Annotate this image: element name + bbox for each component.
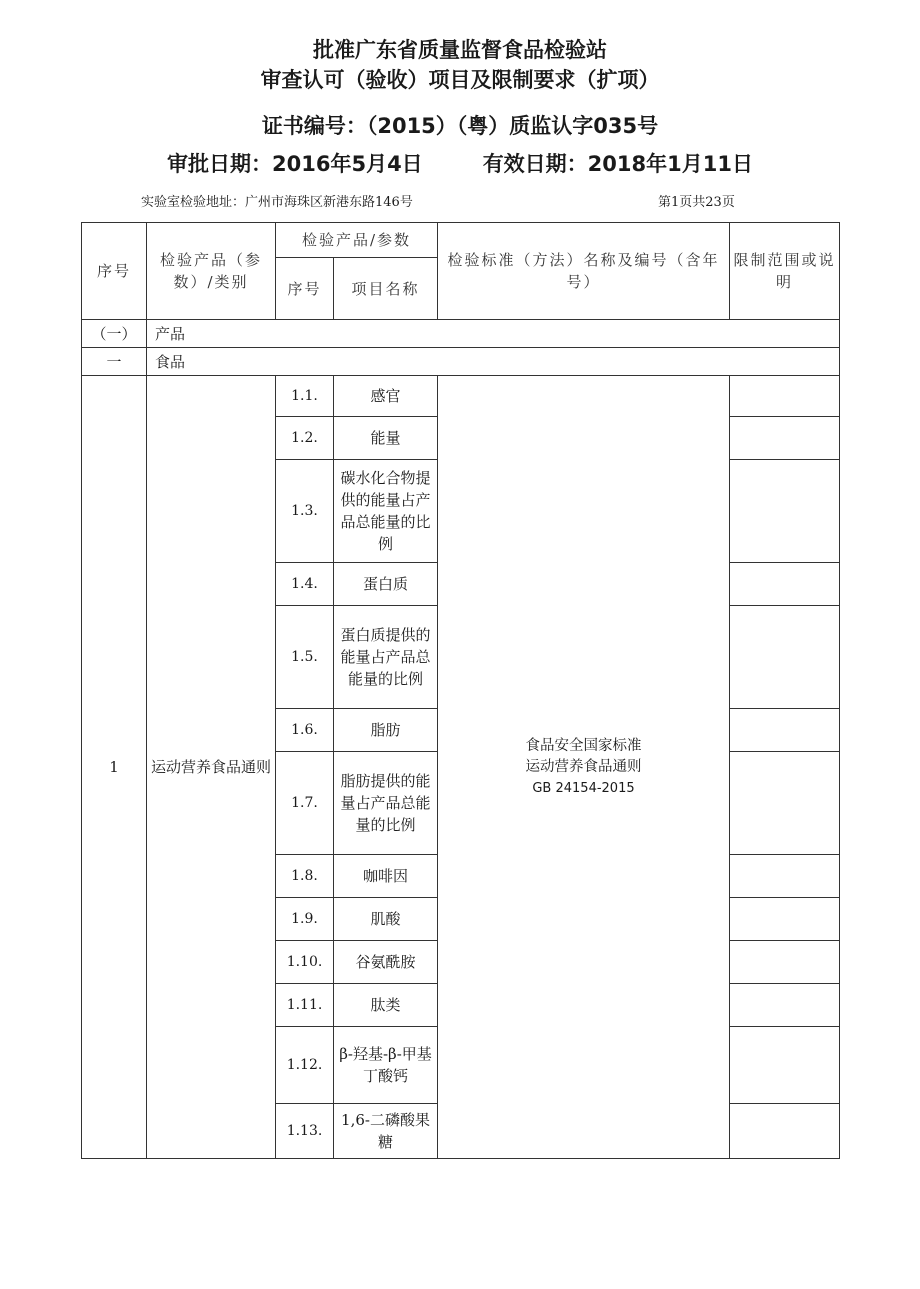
section-seq: （一）	[82, 320, 147, 348]
item-no: 1.10.	[276, 941, 334, 984]
limit-cell	[730, 984, 840, 1027]
item-name: 肽类	[334, 984, 438, 1027]
item-name: 1,6-二磷酸果糖	[334, 1104, 438, 1159]
table-row	[82, 376, 840, 417]
dates-line	[0, 148, 920, 178]
item-name: 脂肪提供的能量占产品总能量的比例	[334, 752, 438, 855]
limit-cell	[730, 1104, 840, 1159]
section-seq: 一	[82, 348, 147, 376]
item-no: 1.5.	[276, 606, 334, 709]
standard-line2: 运动营养食品通则	[525, 758, 642, 775]
limit-cell	[730, 417, 840, 460]
approval-items-table	[81, 222, 840, 1159]
header-limit: 限制范围或说明	[730, 223, 840, 320]
header-product: 检验产品（参数）/类别	[147, 223, 276, 320]
item-name: 蛋白质	[334, 563, 438, 606]
valid-date: 有效日期：2018年1月11日	[482, 152, 753, 176]
item-no: 1.8.	[276, 855, 334, 898]
section-label: 产品	[147, 320, 840, 348]
header-item-name: 项目名称	[334, 258, 438, 320]
limit-cell	[730, 752, 840, 855]
item-name: 能量	[334, 417, 438, 460]
certificate-number: 证书编号：（2015）（粤）质监认字035号	[261, 114, 659, 138]
item-name: 谷氨酰胺	[334, 941, 438, 984]
item-no: 1.9.	[276, 898, 334, 941]
item-name: 咖啡因	[334, 855, 438, 898]
item-name: 脂肪	[334, 709, 438, 752]
item-name: 蛋白质提供的能量占产品总能量的比例	[334, 606, 438, 709]
limit-cell	[730, 709, 840, 752]
limit-cell	[730, 563, 840, 606]
lab-address: 实验室检验地址：广州市海珠区新港东路146号	[141, 195, 413, 210]
standard-cell	[438, 376, 730, 1159]
document-title: 批准广东省质量监督食品检验站	[313, 38, 607, 62]
group-seq: 1	[82, 376, 147, 1159]
header-seq: 序号	[82, 223, 147, 320]
item-no: 1.11.	[276, 984, 334, 1027]
header-product-param: 检验产品/参数	[276, 223, 438, 258]
limit-cell	[730, 460, 840, 563]
group-product: 运动营养食品通则	[147, 376, 276, 1159]
document-subtitle: 审查认可（验收）项目及限制要求（扩项）	[260, 68, 660, 92]
header-standard: 检验标准（方法）名称及编号（含年号）	[438, 223, 730, 320]
limit-cell	[730, 1027, 840, 1104]
header-sub-seq: 序号	[276, 258, 334, 320]
limit-cell	[730, 606, 840, 709]
item-no: 1.7.	[276, 752, 334, 855]
item-name: 肌酸	[334, 898, 438, 941]
section-label: 食品	[147, 348, 840, 376]
approval-date: 审批日期：2016年5月4日	[167, 152, 423, 176]
item-name: β-羟基-β-甲基丁酸钙	[334, 1027, 438, 1104]
item-no: 1.13.	[276, 1104, 334, 1159]
standard-line1: 食品安全国家标准	[525, 737, 642, 754]
standard-code: GB 24154-2015	[532, 780, 635, 796]
item-name: 碳水化合物提供的能量占产品总能量的比例	[334, 460, 438, 563]
item-name: 感官	[334, 376, 438, 417]
item-no: 1.12.	[276, 1027, 334, 1104]
limit-cell	[730, 855, 840, 898]
page-info: 第1页共23页	[658, 195, 735, 210]
limit-cell	[730, 376, 840, 417]
limit-cell	[730, 898, 840, 941]
item-no: 1.1.	[276, 376, 334, 417]
item-no: 1.2.	[276, 417, 334, 460]
item-no: 1.3.	[276, 460, 334, 563]
limit-cell	[730, 941, 840, 984]
item-no: 1.6.	[276, 709, 334, 752]
item-no: 1.4.	[276, 563, 334, 606]
